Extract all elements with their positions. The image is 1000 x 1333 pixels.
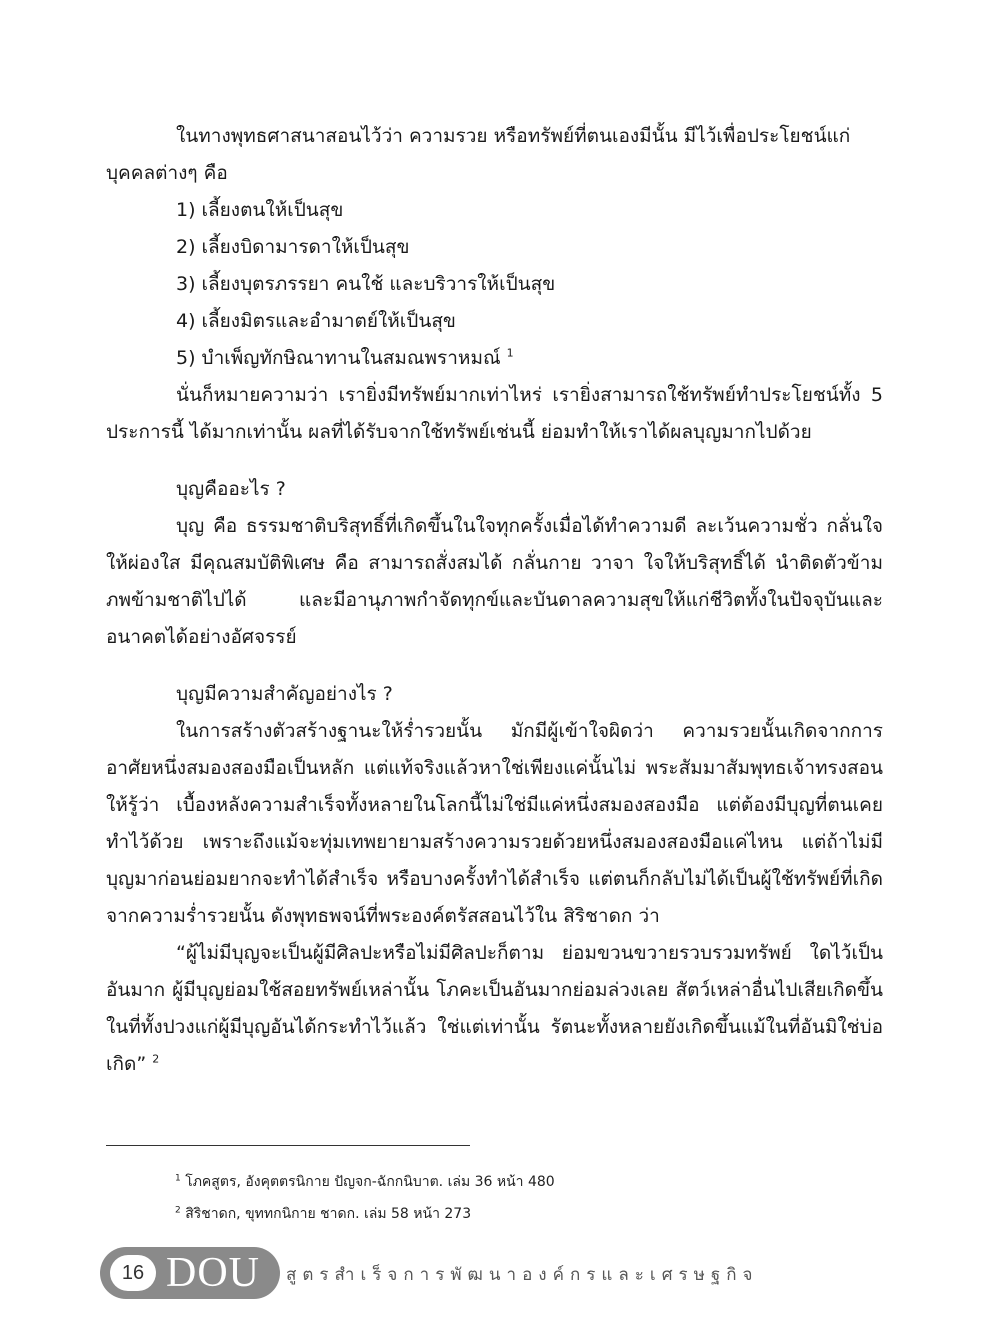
quote-text: “ผู้ไม่มีบุญจะเป็นผู้มีศิลปะหรือไม่มีศิลปะก็ตาม ย่อมขวนขวายรวบรวมทรัพย์ ใดไว้เป็นอันมาก ผู้มีบุญย่อมใช้สอยทรัพย์เหล่านั้น โภคะเป็นอันมากย่อมล่วงเลย สัตว์เหล่าอื่นไปเสียเกิดขึ้นในที่ทั้งปวงแก่ผู้มีบุญอันได้กระทำไว้แล้ว ใช่แต่เท่านั้น รัตนะทั้งหลายยังเกิดขึ้นแม้ในที่อันมิใช่บ่อเกิด” [106, 942, 883, 1075]
list-item: 3) เลี้ยงบุตรภรรยา คนใช้ และบริวารให้เป็นสุข [176, 273, 556, 295]
answer-importance-of-merit: ในการสร้างตัวสร้างฐานะให้ร่ำรวยนั้น มักมีผู้เข้าใจผิดว่า ความรวยนั้นเกิดจากการอาศัยหนึ่งสมองสองมือเป็นหลัก แต่แท้จริงแล้วหาใช่เพียงแค่นั้นไม่ พระสัมมาสัมพุทธเจ้าทรงสอนให้รู้ว่า เบื้องหลังความสำเร็จทั้งหลายในโลกนี้ไม่ใช่มีแค่หนึ่งสมองสองมือ แต่ต้องมีบุญที่ตนเคยทำไว้ด้วย เพราะถึงแม้จะทุ่มเทพยายามสร้างความรวยด้วยหนึ่งสมองสองมือแค่ไหน แต่ถ้าไม่มีบุญมาก่อนย่อมยากจะทำได้สำเร็จ หรือบางครั้งทำได้สำเร็จ แต่ตนก็กลับไม่ได้เป็นผู้ใช้ทรัพย์ที่เกิดจากความร่ำรวยนั้น ดังพุทธพจน์ที่พระองค์ตรัสสอนไว้ใน สิริชาดก ว่า [106, 720, 883, 927]
intro-line-2: บุคคลต่างๆ คือ [106, 162, 228, 184]
footnote-text: สิริชาดก, ขุททกนิกาย ชาดก. เล่ม 58 หน้า 273 [185, 1206, 472, 1222]
meaning-paragraph: นั่นก็หมายความว่า เรายิ่งมีทรัพย์มากเท่าไหร่ เรายิ่งสามารถใช้ทรัพย์ทำประโยชน์ทั้ง 5 ประการนี้ ได้มากเท่านั้น ผลที่ได้รับจากใช้ทรัพย์เช่นนี้ ย่อมทำให้เราได้ผลบุญมากไปด้วย [106, 384, 883, 443]
page-number: 16 [110, 1255, 156, 1291]
list-item: 1) เลี้ยงตนให้เป็นสุข [176, 199, 344, 221]
footnote-1 [175, 1172, 555, 1192]
list-item: 4) เลี้ยงมิตรและอำมาตย์ให้เป็นสุข [176, 310, 456, 332]
question-what-is-merit: บุญคืออะไร ? [176, 478, 286, 500]
footnote-text: โภคสูตร, อังคุตตรนิกาย ปัญจก-ฉักกนิบาต. เล่ม 36 หน้า 480 [185, 1174, 555, 1190]
list-item: 2) เลี้ยงบิดามารดาให้เป็นสุข [176, 236, 410, 258]
page-footer [100, 1247, 900, 1301]
list-item-text: 5) บำเพ็ญทักษิณาทานในสมณพราหมณ์ [176, 347, 501, 369]
page-body [106, 118, 883, 1083]
footnote-2 [175, 1204, 471, 1224]
benefit-list [106, 192, 883, 377]
intro-line-1: ในทางพุทธศาสนาสอนไว้ว่า ความรวย หรือทรัพย์ที่ตนเองมีนั้น มีไว้เพื่อประโยชน์แก่ [176, 125, 851, 147]
footnote-divider [106, 1145, 470, 1146]
question-importance-of-merit: บุญมีความสำคัญอย่างไร ? [176, 683, 393, 705]
list-item [176, 340, 883, 377]
answer-what-is-merit: บุญ คือ ธรรมชาติบริสุทธิ์ที่เกิดขึ้นในใจทุกครั้งเมื่อได้ทำความดี ละเว้นความชั่ว กลั่นใจให้ผ่องใส มีคุณสมบัติพิเศษ คือ สามารถสั่งสมได้ กลั่นกาย วาจา ใจให้บริสุทธิ์ได้ นำติดตัวข้ามภพข้ามชาติไปได้ และมีอานุภาพกำจัดทุกข์และบันดาลความสุขให้แก่ชีวิตทั้งในปัจจุบันและอนาคตได้อย่างอัศจรรย์ [106, 515, 883, 648]
footnote-marker: 2 [175, 1205, 181, 1216]
intro-paragraph [106, 118, 883, 192]
scripture-quote [106, 935, 883, 1083]
footnote-ref-1: 1 [506, 346, 514, 360]
footnote-marker: 1 [175, 1173, 181, 1184]
footnote-ref-2: 2 [152, 1052, 160, 1066]
running-title: สูตรสำเร็จการพัฒนาองค์กรและเศรษฐกิจ [286, 1265, 759, 1285]
dou-logo: DOU [166, 1250, 260, 1296]
footer-badge [100, 1247, 280, 1299]
